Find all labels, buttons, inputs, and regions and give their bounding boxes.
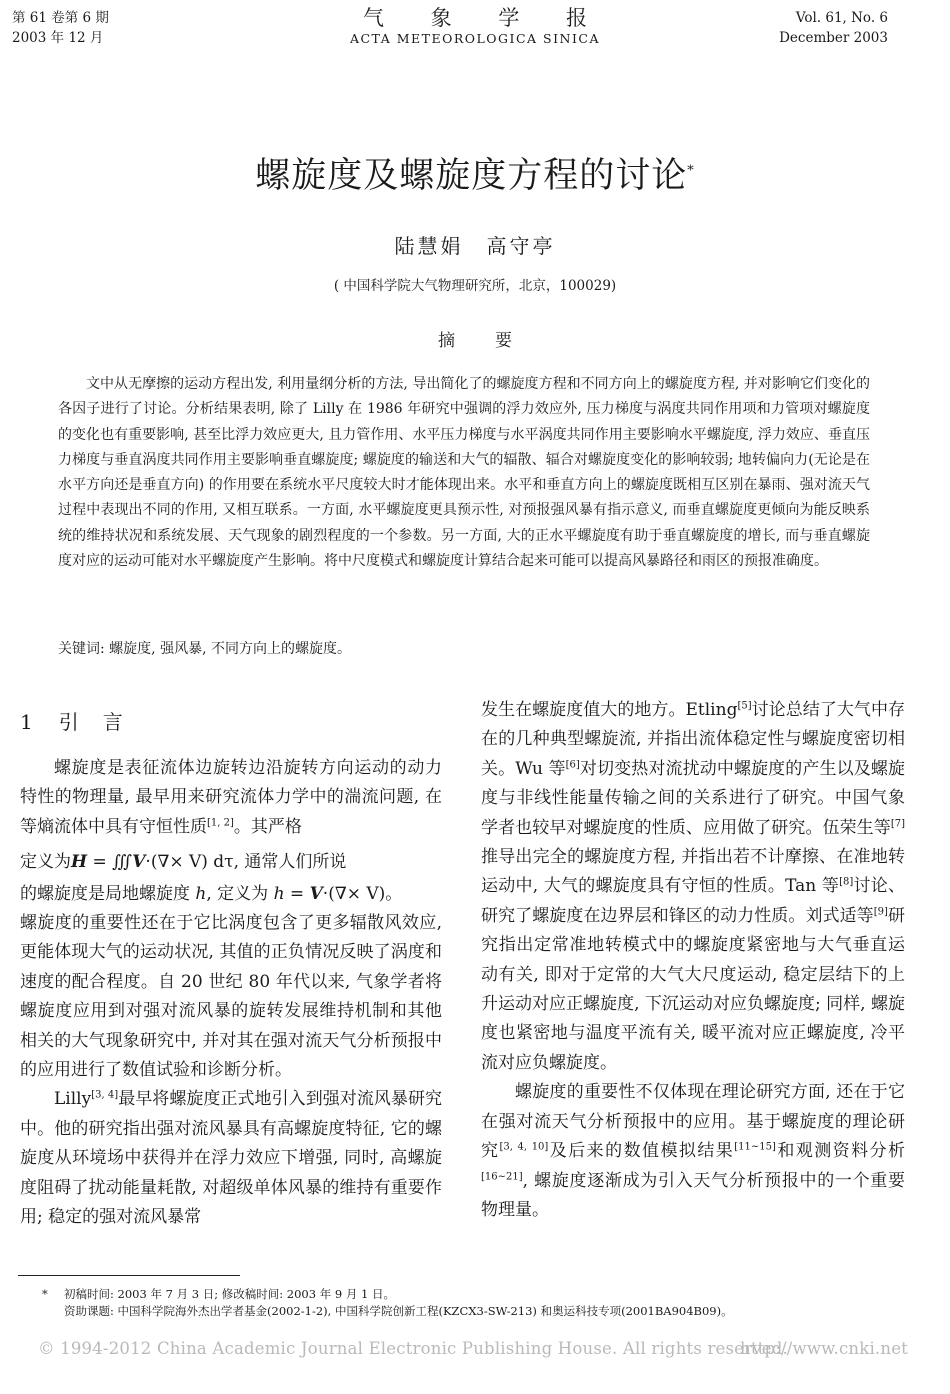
section-number: 1 (20, 710, 33, 734)
header-date-en: December 2003 (779, 30, 888, 46)
paragraph-text: 研究指出定常准地转模式中的螺旋度紧密地与大气垂直运动有关, 即对于定常的大气大尺度运动, 稳定层结下的上升运动对应正螺旋度, 下沉运动对应负螺旋度; 同样, 螺旋度也紧密地与温度平流有关, 暖平流对应正螺旋度, 冷平流对应负螺旋度。 (481, 905, 906, 1073)
paper-title-text: 螺旋度及螺旋度方程的讨论 (255, 156, 688, 196)
paragraph-text: 对切变热对流扰动中螺旋度的产生以及螺旋度与非线性能量传输之间的关系进行了研究。中国气象学者也较早对螺旋度的性质、应用做了研究。伍荣生等 (481, 758, 906, 838)
math-expression: = ∭ (87, 852, 133, 873)
paragraph-text: 和观测资料分析 (775, 1141, 906, 1162)
math-symbol: V (309, 883, 323, 904)
header-volume-info-en (779, 8, 888, 48)
journal-name-cn: 气 象 学 报 (362, 6, 608, 30)
footnote-divider (18, 1275, 240, 1276)
footnote-mark: * (42, 1287, 48, 1301)
math-symbol: V (132, 852, 146, 873)
header-volume-en: Vol. 61, No. 6 (795, 10, 888, 26)
citation[interactable]: [9] (873, 906, 888, 918)
paragraph (481, 696, 905, 1078)
citation[interactable]: [3, 4, 10] (499, 1141, 549, 1153)
paragraph-text: 螺旋度的重要性不仅体现在理论研究方面, 还在于它在强对流天气分析预报中的应用。基于螺旋度的理论研究 (481, 1082, 905, 1162)
abstract-text: 文中从无摩擦的运动方程出发, 利用量纲分析的方法, 导出简化了的螺旋度方程和不同方向上的螺旋度方程, 并对影响它们变化的各因子进行了讨论。分析结果表明, 除了 Lilly 在 1986 年研究中强调的浮力效应外, 压力梯度与涡度共同作用项和力管项对螺旋度的变化也有重要影响, 甚至比浮力效应更大, 且力管作用、水平压力梯度与水平涡度共同作用主要影响水平螺旋度, 浮力效应、垂直压力梯度与垂直涡度共同作用主要影响垂直螺旋度; 螺旋度的输送和大气的辐散、辐合对螺旋度变化的影响较弱; 地转偏向力(无论是在水平方向还是垂直方向) 的作用要在系统水平尺度较大时才能体现出来。水平和垂直方向上的螺旋度既相互区别在暴雨、强对流天气过程中表现出不同的作用, 又相互联系。一方面, 水平螺旋度更具预示性, 对预报强风暴有指示意义, 而垂直螺旋度更倾向为能反映系统的维持状况和系统发展、天气现象的剧烈程度的一个参数。另一方面, 大的正水平螺旋度有助于垂直螺旋度的增长, 而与垂直螺旋度对应的运动可能对水平螺旋度产生影响。将中尺度模式和螺旋度计算结合起来可能可以提高风暴路径和雨区的预报准确度。 (58, 376, 870, 570)
right-column (481, 696, 905, 1225)
paragraph-text: 。其严格 (233, 816, 302, 837)
copyright-text: © 1994-2012 China Academic Journal Electronic Publishing House. All rights reserved. (38, 1339, 788, 1358)
math-symbol: h (195, 883, 207, 904)
title-footnote-mark[interactable]: * (687, 163, 695, 179)
definition-line (20, 848, 442, 877)
paper-authors: 陆慧娟 高守亭 (394, 234, 556, 258)
paragraph-text: 发生在螺旋度值大的地方。Etling (481, 700, 738, 720)
header-date: 2003 年 12 月 (12, 30, 104, 46)
citation[interactable]: [8] (839, 876, 854, 888)
footnote-dates: 初稿时间: 2003 年 7 月 3 日; 修改稿时间: 2003 年 9 月 1 日。 (64, 1287, 395, 1301)
footnote (42, 1286, 733, 1320)
author-affiliation: ( 中国科学院大气物理研究所，北京，100029) (333, 278, 617, 294)
paragraph-text: , 定义为 (206, 883, 274, 904)
definition-line (20, 880, 442, 909)
paragraph-text: 推导出完全的螺旋度方程, 并指出若不计摩擦、在准地转运动中, 大气的螺旋度具有守恒的性质。Tan 等 (481, 847, 905, 897)
footnote-funding: 资助课题: 中国科学院海外杰出学者基金(2002-1-2), 中国科学院创新工程(KZCX3-SW-213) 和奥运科技专项(2001BA904B09)。 (64, 1304, 733, 1318)
paragraph-text: 螺旋度是表征流体边旋转边沿旋转方向运动的动力特性的物理量, 最早用来研究流体力学中的湍流问题, 在等熵流体中具有守恒性质 (20, 758, 442, 837)
left-column (20, 754, 442, 1233)
citation[interactable]: [11~15] (734, 1141, 776, 1153)
citation[interactable]: [1, 2] (207, 817, 234, 829)
section-title: 引言 (58, 710, 147, 734)
keywords: 关键词: 螺旋度, 强风暴, 不同方向上的螺旋度。 (58, 641, 351, 657)
math-expression: = (284, 883, 310, 904)
math-expression: ·(∇× V)。 (322, 883, 403, 904)
citation[interactable]: [16~21] (481, 1170, 523, 1182)
header-volume: 第 61 卷第 6 期 (12, 10, 109, 26)
paragraph-text: 定义为 (20, 852, 71, 873)
journal-name-en: ACTA METEOROLOGICA SINICA (349, 31, 601, 46)
math-symbol: h (273, 883, 285, 904)
paragraph-text: 讨论总结了大气中存在的几种典型螺旋流, 并指出流体稳定性与螺旋度密切相关。Wu 等 (481, 700, 905, 779)
copyright-notice (38, 1339, 908, 1358)
paragraph (20, 754, 442, 842)
paragraph (20, 1085, 442, 1232)
citation[interactable]: [7] (890, 817, 905, 829)
math-symbol: H (71, 852, 88, 873)
citation[interactable]: [6] (565, 759, 580, 771)
abstract (58, 372, 870, 574)
paragraph-text: 讨论、研究了螺旋度在边界层和锋区的动力性质。刘式适等 (481, 876, 905, 926)
paragraph: 螺旋度的重要性还在于它比涡度包含了更多辐散风效应, 更能体现大气的运动状况, 其值的正负情况反映了涡度和速度的配合程度。自 20 世纪 80 年代以来, 气象学者将螺旋度应用到对强对流风暴的旋转发展维持机制和其他相关的大气现象研究中, 并对其在强对流天气分析预报中的应用进行了数值试验和诊断分析。 (20, 913, 442, 1081)
citation[interactable]: [5] (737, 700, 752, 712)
paragraph-text: 及后来的数值模拟结果 (548, 1141, 735, 1162)
citation[interactable]: [3, 4] (91, 1089, 119, 1101)
paper-title (0, 148, 950, 198)
paragraph-text: Lilly (54, 1089, 92, 1110)
cnki-link[interactable]: http://www.cnki.net (740, 1339, 908, 1358)
paragraph-text: 最早将螺旋度正式地引入到强对流风暴研究中。他的研究指出强对流风暴具有高螺旋度特征, 它的螺旋度从环境场中获得并在浮力效应下增强, 同时, 高螺旋度阻碍了扰动能量耗散, 对超级单体风暴的维持有重要作用; 稳定的强对流风暴常 (20, 1089, 443, 1228)
math-expression: ·(∇× V) dτ, 通常人们所说 (145, 852, 347, 873)
paragraph-text: 的螺旋度是局地螺旋度 (20, 883, 196, 904)
section-heading (20, 706, 147, 735)
paragraph (481, 1078, 905, 1225)
abstract-heading: 摘要 (438, 331, 552, 351)
paragraph-text: , 螺旋度逐渐成为引入天气分析预报中的一个重要物理量。 (481, 1170, 905, 1220)
